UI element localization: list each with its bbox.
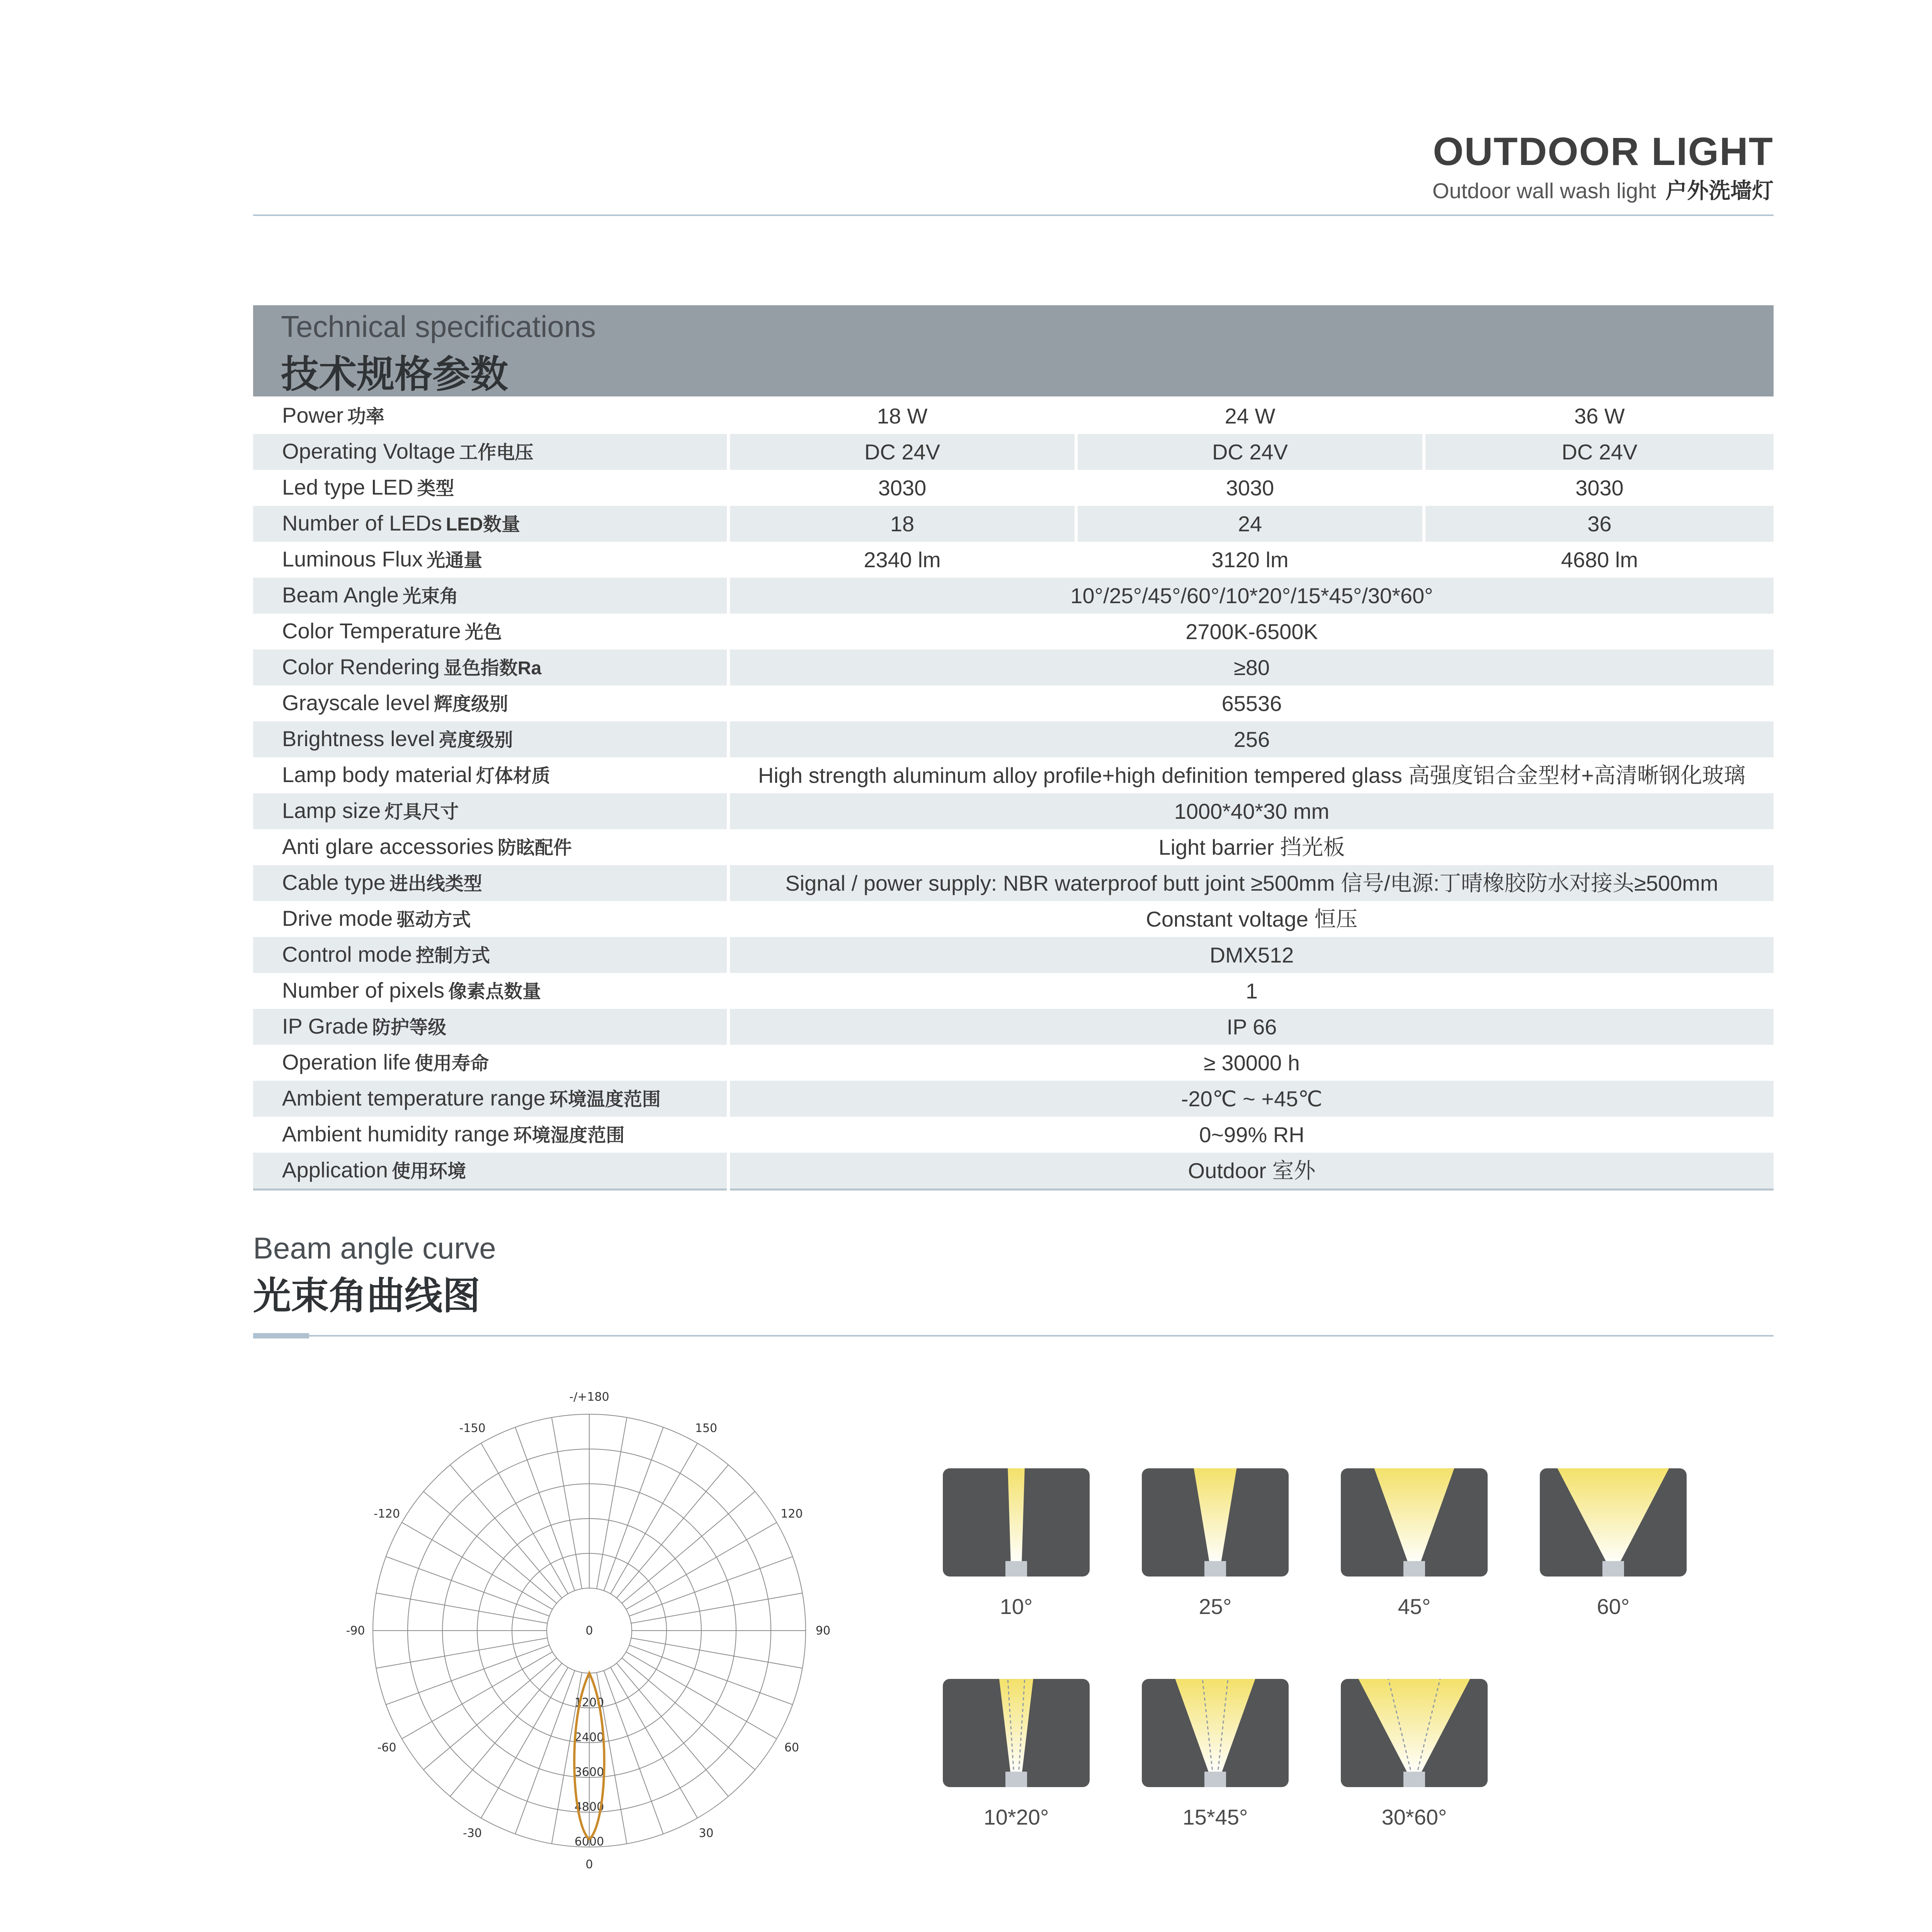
polar-spoke [629, 1556, 793, 1616]
beam-pattern-card [1142, 1468, 1289, 1577]
spec-label-zh: 环境湿度范围 [513, 1125, 625, 1146]
spec-label [253, 1009, 728, 1045]
spec-label-en: Number of pixels [282, 978, 445, 1002]
spec-label-en: Brightness level [282, 726, 435, 751]
polar-spoke [376, 1638, 548, 1668]
polar-beam-diagram [332, 1387, 854, 1897]
spec-value: 65536 [1221, 691, 1282, 716]
polar-spoke [629, 1645, 793, 1705]
spec-label-zh: 亮度级别 [439, 730, 513, 750]
spec-label [253, 1153, 728, 1190]
spec-value: ≥ 30000 h [1204, 1051, 1300, 1075]
spec-row [253, 1117, 1774, 1153]
polar-spoke [515, 1670, 575, 1834]
spec-label-en: Number of LEDs [282, 511, 442, 535]
spec-value: 256 [728, 721, 1774, 757]
spec-row [253, 506, 1774, 542]
spec-label [253, 793, 728, 829]
beam-cone-graphic [1142, 1468, 1289, 1577]
polar-ring-label: 2400 [574, 1731, 604, 1744]
spec-row [253, 1045, 1774, 1081]
spec-value: IP 66 [728, 1009, 1774, 1045]
spec-label-zh: 防眩配件 [497, 838, 572, 858]
spec-row [253, 1081, 1774, 1117]
spec-label-zh: 驱动方式 [396, 910, 471, 930]
spec-value: 10°/25°/45°/60°/10*20°/15*45°/30*60° [728, 578, 1774, 614]
spec-row [253, 901, 1774, 937]
polar-angle-label: -/+180 [569, 1390, 609, 1404]
beam-pattern-label: 10° [1000, 1594, 1033, 1619]
subtitle-zh: 户外洗墙灯 [1665, 179, 1774, 203]
spec-row [253, 757, 1774, 793]
spec-label-zh: 进出线类型 [389, 874, 482, 894]
beam-cone-graphic [1341, 1468, 1488, 1577]
beam-pattern-card [1341, 1468, 1488, 1577]
spec-label [253, 1081, 728, 1117]
spec-label [253, 973, 728, 1009]
spec-row [253, 1009, 1774, 1045]
beam-pattern-card [943, 1468, 1090, 1577]
beam-lamp-fixture [1602, 1561, 1624, 1577]
spec-label [253, 542, 728, 578]
spec-row [253, 578, 1774, 614]
spec-label [253, 650, 728, 685]
spec-label-zh: 光通量 [427, 550, 483, 571]
spec-label-en: IP Grade [282, 1014, 369, 1038]
beam-pattern-card [1341, 1679, 1488, 1787]
beam-pattern-label: 60° [1597, 1594, 1630, 1619]
polar-spoke [515, 1427, 575, 1591]
spec-label-zh: 显色指数Ra [443, 658, 542, 679]
polar-spoke [631, 1593, 802, 1623]
beam-divider-accent [253, 1333, 309, 1338]
spec-value: -20℃ ~ +45℃ [728, 1081, 1774, 1117]
polar-angle-label: 30 [699, 1826, 714, 1840]
beam-pattern-label: 30*60° [1381, 1805, 1447, 1829]
spec-label-en: Color Temperature [282, 619, 461, 643]
spec-value: 24 W [1076, 398, 1424, 434]
polar-spoke [604, 1670, 663, 1834]
beam-lamp-fixture [1204, 1561, 1226, 1577]
spec-label-zh: 功率 [347, 406, 384, 427]
spec-label-zh: 光束角 [402, 586, 458, 607]
spec-row [253, 398, 1774, 434]
polar-angle-label: 0 [585, 1858, 593, 1871]
spec-value: Light barrier 挡光板 [1158, 835, 1345, 859]
beam-title-zh: 光束角曲线图 [253, 1274, 481, 1317]
spec-row [253, 793, 1774, 829]
spec-row [253, 434, 1774, 470]
spec-label [253, 398, 728, 434]
spec-label [253, 1117, 728, 1153]
spec-row [253, 937, 1774, 973]
spec-label-en: Drive mode [282, 906, 393, 930]
beam-pattern-card [1142, 1679, 1289, 1787]
beam-pattern-card [1540, 1468, 1687, 1577]
polar-angle-label: -90 [346, 1624, 365, 1638]
spec-label-en: Color Rendering [282, 655, 440, 679]
polar-spoke [604, 1427, 663, 1591]
spec-label-en: Ambient humidity range [282, 1122, 510, 1146]
polar-ring-label: 4800 [574, 1800, 604, 1814]
beam-cone-graphic [1142, 1679, 1289, 1787]
spec-value: 0~99% RH [1199, 1122, 1304, 1147]
spec-value: 24 [1076, 506, 1424, 542]
spec-label [253, 685, 728, 721]
spec-label-en: Led type LED [282, 475, 413, 499]
spec-value: DC 24V [728, 434, 1076, 470]
spec-value: 2340 lm [728, 542, 1076, 578]
beam-title-en: Beam angle curve [253, 1231, 496, 1265]
subtitle-en: Outdoor wall wash light [1432, 179, 1656, 203]
spec-value: DC 24V [1076, 434, 1424, 470]
spec-value: ≥80 [728, 650, 1774, 685]
spec-value: Signal / power supply: NBR waterproof butt joint ≥500mm 信号/电源:丁晴橡胶防水对接头≥500mm [728, 865, 1774, 901]
spec-label [253, 829, 728, 865]
spec-row [253, 865, 1774, 901]
spec-label-en: Beam Angle [282, 583, 399, 607]
beam-lamp-fixture [1005, 1772, 1027, 1787]
polar-spoke [617, 1465, 728, 1598]
beam-cone-graphic [1540, 1468, 1687, 1577]
spec-value: 18 [728, 506, 1076, 542]
spec-row [253, 973, 1774, 1009]
spec-label-en: Cable type [282, 870, 386, 895]
spec-label-zh: 灯具尺寸 [384, 802, 459, 822]
polar-spoke [631, 1638, 802, 1668]
beam-cone-graphic [1341, 1679, 1488, 1787]
spec-label-zh: LED数量 [446, 514, 520, 535]
beam-pattern-label: 45° [1398, 1594, 1431, 1619]
polar-ring-label: 1200 [574, 1696, 604, 1709]
polar-spoke [622, 1658, 755, 1770]
polar-angle-label: -30 [463, 1826, 482, 1840]
spec-value: DMX512 [728, 937, 1774, 973]
beam-lamp-fixture [1204, 1772, 1226, 1787]
spec-value: 3120 lm [1076, 542, 1424, 578]
spec-label-en: Luminous Flux [282, 547, 423, 571]
spec-value: 18 W [728, 398, 1076, 434]
spec-row [253, 614, 1774, 650]
header-divider [253, 214, 1774, 216]
spec-label-zh: 类型 [417, 478, 454, 499]
spec-value: 36 [1424, 506, 1774, 542]
beam-divider [253, 1335, 1774, 1337]
spec-label [253, 937, 728, 973]
spec-value: 36 W [1574, 404, 1625, 428]
polar-center-label: 0 [585, 1624, 593, 1638]
polar-spoke [617, 1663, 728, 1796]
polar-spoke [423, 1658, 557, 1770]
spec-row [253, 829, 1774, 865]
spec-value: Constant voltage 恒压 [1146, 907, 1358, 931]
spec-label-zh: 辉度级别 [434, 694, 508, 714]
polar-spoke [552, 1418, 582, 1589]
polar-spoke [386, 1645, 549, 1705]
spec-label-en: Lamp body material [282, 762, 472, 787]
page-category-title: OUTDOOR LIGHT [1433, 129, 1774, 173]
polar-spoke [622, 1492, 755, 1603]
spec-row [253, 1153, 1774, 1190]
spec-row [253, 650, 1774, 685]
spec-value: 3030 [728, 470, 1076, 506]
spec-table [253, 398, 1774, 1190]
beam-lamp-fixture [1403, 1772, 1425, 1787]
spec-label-zh: 使用寿命 [415, 1053, 489, 1074]
spec-label [253, 757, 728, 793]
spec-row [253, 721, 1774, 757]
spec-label-en: Power [282, 403, 344, 427]
spec-label-zh: 使用环境 [391, 1161, 466, 1182]
spec-label-zh: 环境温度范围 [549, 1089, 661, 1110]
polar-ring-label: 6000 [574, 1835, 604, 1849]
spec-label-en: Grayscale level [282, 690, 430, 715]
spec-label-zh: 防护等级 [372, 1017, 447, 1038]
spec-label [253, 901, 728, 937]
polar-ring-label: 3600 [574, 1765, 604, 1779]
beam-pattern-label: 15*45° [1182, 1805, 1248, 1829]
polar-angle-label: -150 [459, 1422, 486, 1435]
spec-label-zh: 光色 [464, 622, 502, 643]
spec-label [253, 721, 728, 757]
spec-label [253, 506, 728, 542]
spec-label [253, 614, 728, 650]
spec-label-en: Operation life [282, 1050, 411, 1074]
spec-row [253, 542, 1774, 578]
polar-spoke [376, 1593, 548, 1623]
spec-value: 3030 [1575, 476, 1624, 500]
spec-label [253, 470, 728, 506]
spec-label-zh: 像素点数量 [448, 981, 541, 1002]
specs-title-zh: 技术规格参数 [281, 353, 509, 395]
spec-value: 4680 lm [1561, 548, 1638, 572]
spec-value: 3030 [1076, 470, 1424, 506]
spec-label-en: Lamp size [282, 798, 381, 823]
polar-angle-label: 60 [784, 1741, 799, 1755]
polar-angle-label: -60 [377, 1741, 396, 1755]
spec-label-en: Ambient temperature range [282, 1086, 546, 1110]
polar-angle-label: 150 [695, 1422, 718, 1435]
spec-label-en: Application [282, 1158, 388, 1182]
beam-lamp-fixture [1005, 1561, 1027, 1577]
spec-label-zh: 灯体材质 [476, 766, 550, 786]
spec-value: Outdoor 室外 [728, 1153, 1774, 1190]
polar-spoke [450, 1663, 562, 1796]
spec-row [253, 685, 1774, 721]
spec-label-en: Operating Voltage [282, 439, 456, 463]
spec-label-zh: 工作电压 [459, 442, 534, 463]
spec-value: 1000*40*30 mm [728, 793, 1774, 829]
polar-spoke [423, 1492, 557, 1603]
specs-title-en: Technical specifications [281, 310, 596, 344]
beam-pattern-card [943, 1679, 1090, 1787]
spec-label-zh: 控制方式 [416, 946, 490, 966]
spec-table-body [253, 398, 1774, 1190]
beam-pattern-label: 10*20° [983, 1805, 1049, 1829]
spec-row [253, 470, 1774, 506]
polar-spoke [450, 1465, 562, 1598]
polar-angle-label: 120 [781, 1507, 803, 1521]
beam-pattern-label: 25° [1199, 1594, 1232, 1619]
spec-label [253, 434, 728, 470]
spec-value: High strength aluminum alloy profile+high definition tempered glass 高强度铝合金型材+高清晰钢化玻璃 [758, 763, 1746, 787]
polar-spoke [597, 1418, 627, 1589]
polar-spoke [386, 1556, 549, 1616]
spec-label [253, 865, 728, 901]
beam-lamp-fixture [1403, 1561, 1425, 1577]
spec-label [253, 1045, 728, 1081]
spec-label [253, 578, 728, 614]
spec-label-en: Control mode [282, 942, 412, 966]
beam-cone-graphic [943, 1468, 1090, 1577]
polar-angle-label: 90 [815, 1624, 831, 1638]
spec-value: DC 24V [1424, 434, 1774, 470]
spec-label-en: Anti glare accessories [282, 834, 494, 859]
spec-value: 1 [1245, 979, 1258, 1003]
specs-section-header [253, 305, 1774, 396]
page-category-subtitle [1432, 174, 1774, 205]
beam-cone-graphic [943, 1679, 1090, 1787]
spec-value: 2700K-6500K [1185, 619, 1318, 644]
polar-angle-label: -120 [374, 1507, 400, 1521]
